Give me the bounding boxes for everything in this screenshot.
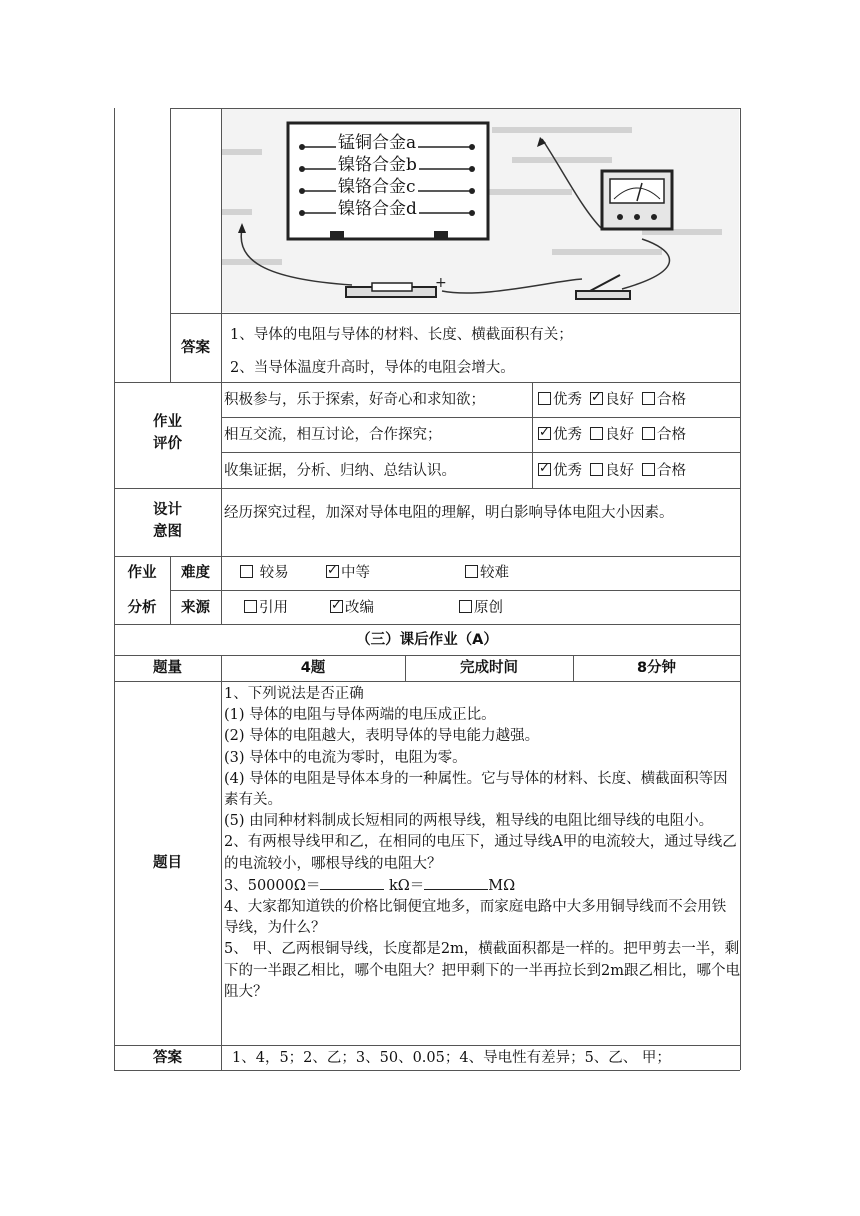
option-label: 优秀 — [553, 463, 582, 479]
checkbox-icon[interactable] — [244, 600, 257, 613]
question-label: 题目 — [153, 855, 182, 871]
source-label: 来源 — [181, 600, 210, 616]
checkbox-icon[interactable] — [538, 392, 551, 405]
q1-item: (5) 由同种材料制成长短相同的两根导线，粗导线的电阻比细导线的电阻小。 — [224, 813, 714, 830]
wire-label-d: 镍铬合金d — [338, 199, 417, 219]
analysis-label-2: 分析 — [127, 600, 157, 616]
design-text: 经历探究过程，加深对导体电阻的理解，明白影响导体电阻大小因素。 — [224, 505, 674, 521]
difficulty-medium[interactable]: ✓ 中等 — [326, 563, 370, 583]
q3-blank-1[interactable] — [320, 875, 384, 890]
checked-checkbox-icon[interactable] — [538, 463, 551, 476]
q1-item: (1) 导体的电阻与导体两端的电压成正比。 — [224, 707, 496, 724]
source-cited[interactable]: 引用 — [244, 598, 288, 618]
time-value: 8分钟 — [636, 660, 677, 676]
time-label: 完成时间 — [460, 660, 518, 676]
checked-checkbox-icon[interactable] — [326, 565, 339, 578]
q4: 4、大家都知道铁的价格比铜便宜地多，而家庭电路中大多用铜导线而不会用铁导线，为什么？ — [224, 899, 727, 937]
circuit-diagram — [222, 109, 739, 312]
answer-line-2: 2、当导体温度升高时，导体的电阻会增大。 — [230, 360, 515, 376]
option-label: 合格 — [657, 463, 686, 479]
homework-answer-label: 答案 — [153, 1050, 182, 1066]
option-label: 良好 — [605, 392, 634, 408]
design-label-1: 设计 — [153, 502, 182, 518]
option-label: 良好 — [605, 463, 634, 479]
svg-text:+: + — [435, 275, 447, 291]
option-label: 优秀 — [553, 392, 582, 408]
q1-item: (2) 导体的电阻越大，表明导体的导电能力越强。 — [224, 728, 540, 745]
checkbox-icon[interactable] — [642, 463, 655, 476]
difficulty-label: 难度 — [181, 565, 210, 581]
evaluation-row-3-options[interactable] — [538, 461, 694, 481]
design-label-2: 意图 — [153, 524, 182, 540]
answer-line-1: 1、导体的电阻与导体的材料、长度、横截面积有关； — [230, 327, 573, 343]
q1-item: (4) 导体的电阻是导体本身的一种属性。它与导体的材料、长度、横截面积等因素有关。 — [224, 770, 728, 809]
checkbox-icon[interactable] — [642, 392, 655, 405]
evaluation-row-1-text: 积极参与，乐于探索，好奇心和求知欲； — [224, 392, 485, 408]
checkbox-icon[interactable] — [590, 427, 603, 440]
source-adapted[interactable]: ✓ 改编 — [330, 598, 374, 618]
option-label: 合格 — [657, 427, 686, 443]
difficulty-easy[interactable]: 较易 — [240, 563, 289, 583]
checked-checkbox-icon[interactable] — [538, 427, 551, 440]
option-label: 良好 — [605, 427, 634, 443]
option-label: 合格 — [657, 392, 686, 408]
source-original[interactable]: 原创 — [459, 598, 503, 618]
answer-label: 答案 — [181, 340, 210, 356]
wire-label-b: 镍铬合金b — [338, 155, 417, 175]
wire-label-a: 锰铜合金a — [338, 133, 417, 153]
checkbox-icon[interactable] — [642, 427, 655, 440]
evaluation-row-2-options[interactable] — [538, 425, 694, 445]
evaluation-label-1: 作业 — [153, 414, 182, 430]
evaluation-label-2: 评价 — [153, 436, 182, 452]
evaluation-row-1-options[interactable] — [538, 390, 694, 410]
difficulty-hard[interactable]: 较难 — [465, 563, 509, 583]
q5: 5、 甲、乙两根铜导线，长度都是2m，横截面积都是一样的。把甲剪去一半，剩下的一半跟乙相比，哪个电阻大？把甲剩下的一半再拉长到2m跟乙相比，哪个电阻大？ — [224, 941, 740, 1000]
checkbox-icon[interactable] — [590, 463, 603, 476]
q1-title: 1、下列说法是否正确 — [224, 686, 364, 702]
wire-label-c: 镍铬合金c — [338, 177, 416, 197]
q1-item: (3) 导体中的电流为零时，电阻为零。 — [224, 749, 467, 766]
checkbox-icon[interactable] — [240, 565, 253, 578]
evaluation-row-3-text: 收集证据，分析、归纳、总结认识。 — [224, 463, 456, 479]
analysis-label-1: 作业 — [127, 565, 157, 581]
option-label: 优秀 — [553, 427, 582, 443]
count-value: 4题 — [300, 660, 326, 676]
homework-title: （三）课后作业（A） — [356, 632, 498, 648]
q2: 2、有两根导线甲和乙，在相同的电压下，通过导线A甲的电流较大，通过导线乙的电流较小，哪根导线的电阻大？ — [224, 834, 737, 872]
q3: 3、50000Ω＝ kΩ＝ MΩ — [224, 875, 740, 897]
q3-blank-2[interactable] — [424, 875, 488, 890]
checkbox-icon[interactable] — [465, 565, 478, 578]
question-block — [224, 684, 740, 1003]
evaluation-row-2-text: 相互交流，相互讨论，合作探究； — [224, 427, 442, 443]
count-label: 题量 — [153, 660, 182, 676]
checked-checkbox-icon[interactable] — [590, 392, 603, 405]
homework-answer-text: 1、4，5；2、乙；3、50、0.05；4、导电性有差异；5、乙、 甲； — [232, 1050, 671, 1066]
checked-checkbox-icon[interactable] — [330, 600, 343, 613]
checkbox-icon[interactable] — [459, 600, 472, 613]
